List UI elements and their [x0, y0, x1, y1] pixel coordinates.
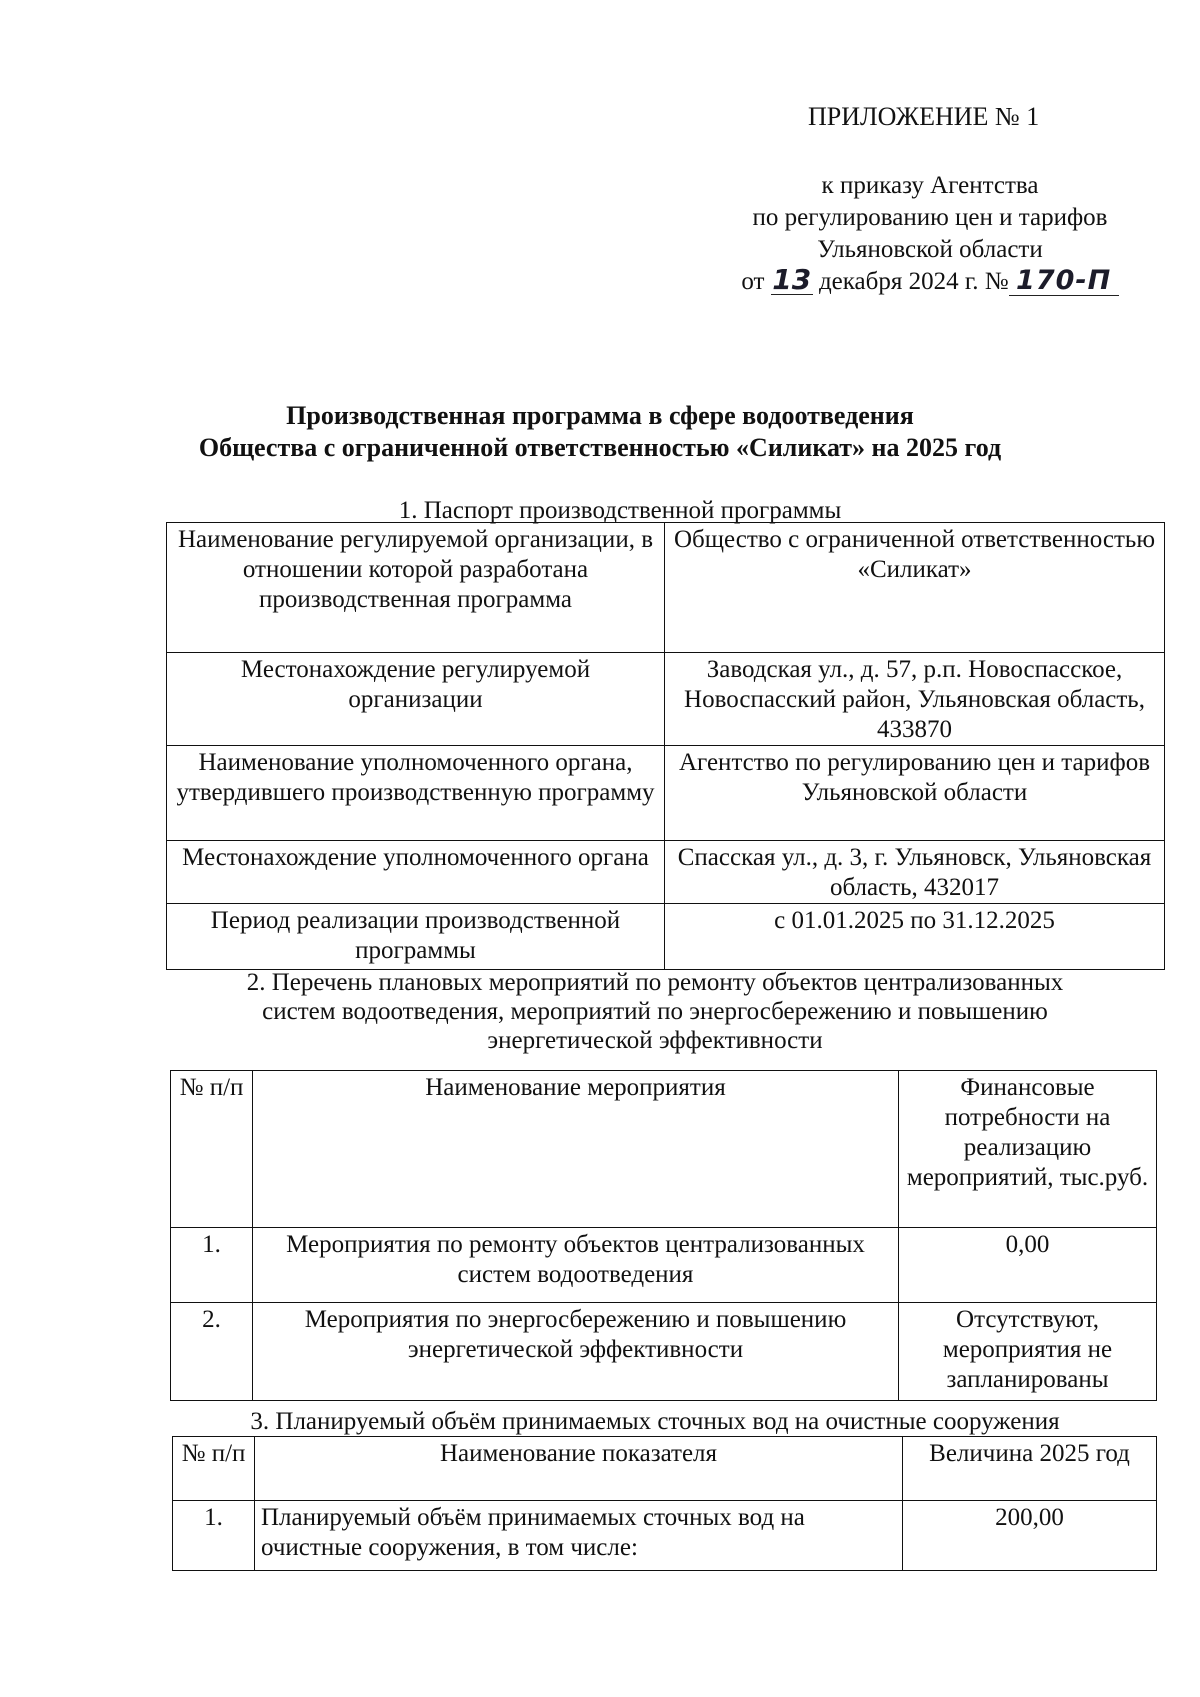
section2-heading-line-2: систем водоотведения, мероприятий по энергосбережению и повышению [262, 998, 1048, 1025]
title-line-2: Общества с ограниченной ответственностью «Силикат» на 2025 год [198, 433, 1002, 462]
table-row [173, 1501, 1157, 1571]
table-row [167, 523, 1165, 653]
order-date-line [700, 263, 1160, 298]
passport-label: Период реализации производственной программы [167, 904, 665, 970]
passport-value: с 01.01.2025 по 31.12.2025 [665, 904, 1165, 970]
activities-table [170, 1070, 1157, 1401]
passport-value: Заводская ул., д. 57, р.п. Новоспасское, Новоспасский район, Ульяновская область, 433870 [665, 653, 1165, 746]
order-line-2: по регулированию цен и тарифов [752, 204, 1108, 231]
order-reference [700, 170, 1160, 298]
appendix-heading: ПРИЛОЖЕНИЕ № 1 [808, 102, 1040, 131]
table-row [167, 746, 1165, 841]
volume-table [172, 1436, 1157, 1571]
table-row [167, 841, 1165, 904]
row-name: Мероприятия по энергосбережению и повышению энергетической эффективности [253, 1303, 899, 1401]
order-line-3: Ульяновской области [817, 236, 1043, 263]
table-row [171, 1228, 1157, 1303]
section2-heading-line-1: 2. Перечень плановых мероприятий по ремонту объектов централизованных [246, 969, 1064, 996]
row-num: 1. [173, 1501, 255, 1571]
handwritten-order-number: 170-П [1009, 267, 1119, 296]
date-prefix: от [741, 268, 765, 295]
column-header-num: № п/п [173, 1437, 255, 1501]
passport-value: Спасская ул., д. 3, г. Ульяновск, Ульяновская область, 432017 [665, 841, 1165, 904]
table-header-row [173, 1437, 1157, 1501]
section3-heading: 3. Планируемый объём принимаемых сточных вод на очистные сооружения [250, 1408, 1060, 1435]
column-header-finance: Финансовые потребности на реализацию мероприятий, тыс.руб. [899, 1071, 1157, 1228]
row-num: 2. [171, 1303, 253, 1401]
row-name: Мероприятия по ремонту объектов централизованных систем водоотведения [253, 1228, 899, 1303]
row-finance: Отсутствуют, мероприятия не запланированы [899, 1303, 1157, 1401]
row-num: 1. [171, 1228, 253, 1303]
order-line-1: к приказу Агентства [821, 172, 1039, 199]
column-header-value: Величина 2025 год [903, 1437, 1157, 1501]
table-row [167, 653, 1165, 746]
section2-heading-line-3: энергетической эффективности [487, 1027, 823, 1054]
row-name: Планируемый объём принимаемых сточных вод на очистные сооружения, в том числе: [255, 1501, 903, 1571]
column-header-num: № п/п [171, 1071, 253, 1228]
table-header-row [171, 1071, 1157, 1228]
passport-value: Агентство по регулированию цен и тарифов Ульяновской области [665, 746, 1165, 841]
section2-heading [160, 968, 1150, 1055]
row-finance: 0,00 [899, 1228, 1157, 1303]
handwritten-day: 13 [772, 263, 812, 296]
passport-value: Общество с ограниченной ответственностью «Силикат» [665, 523, 1165, 653]
section1-heading: 1. Паспорт производственной программы [398, 497, 842, 524]
passport-table [166, 522, 1165, 970]
passport-label: Местонахождение уполномоченного органа [167, 841, 665, 904]
table-row [167, 904, 1165, 970]
table-row [171, 1303, 1157, 1401]
passport-label: Наименование уполномоченного органа, утвердившего производственную программу [167, 746, 665, 841]
title-line-1: Производственная программа в сфере водоотведения [286, 401, 914, 430]
passport-label: Местонахождение регулируемой организации [167, 653, 665, 746]
document-title [100, 400, 1100, 464]
date-rest: декабря 2024 г. № [818, 268, 1009, 295]
column-header-name: Наименование мероприятия [253, 1071, 899, 1228]
column-header-name: Наименование показателя [255, 1437, 903, 1501]
passport-label: Наименование регулируемой организации, в отношении которой разработана производственная программа [167, 523, 665, 653]
row-value: 200,00 [903, 1501, 1157, 1571]
